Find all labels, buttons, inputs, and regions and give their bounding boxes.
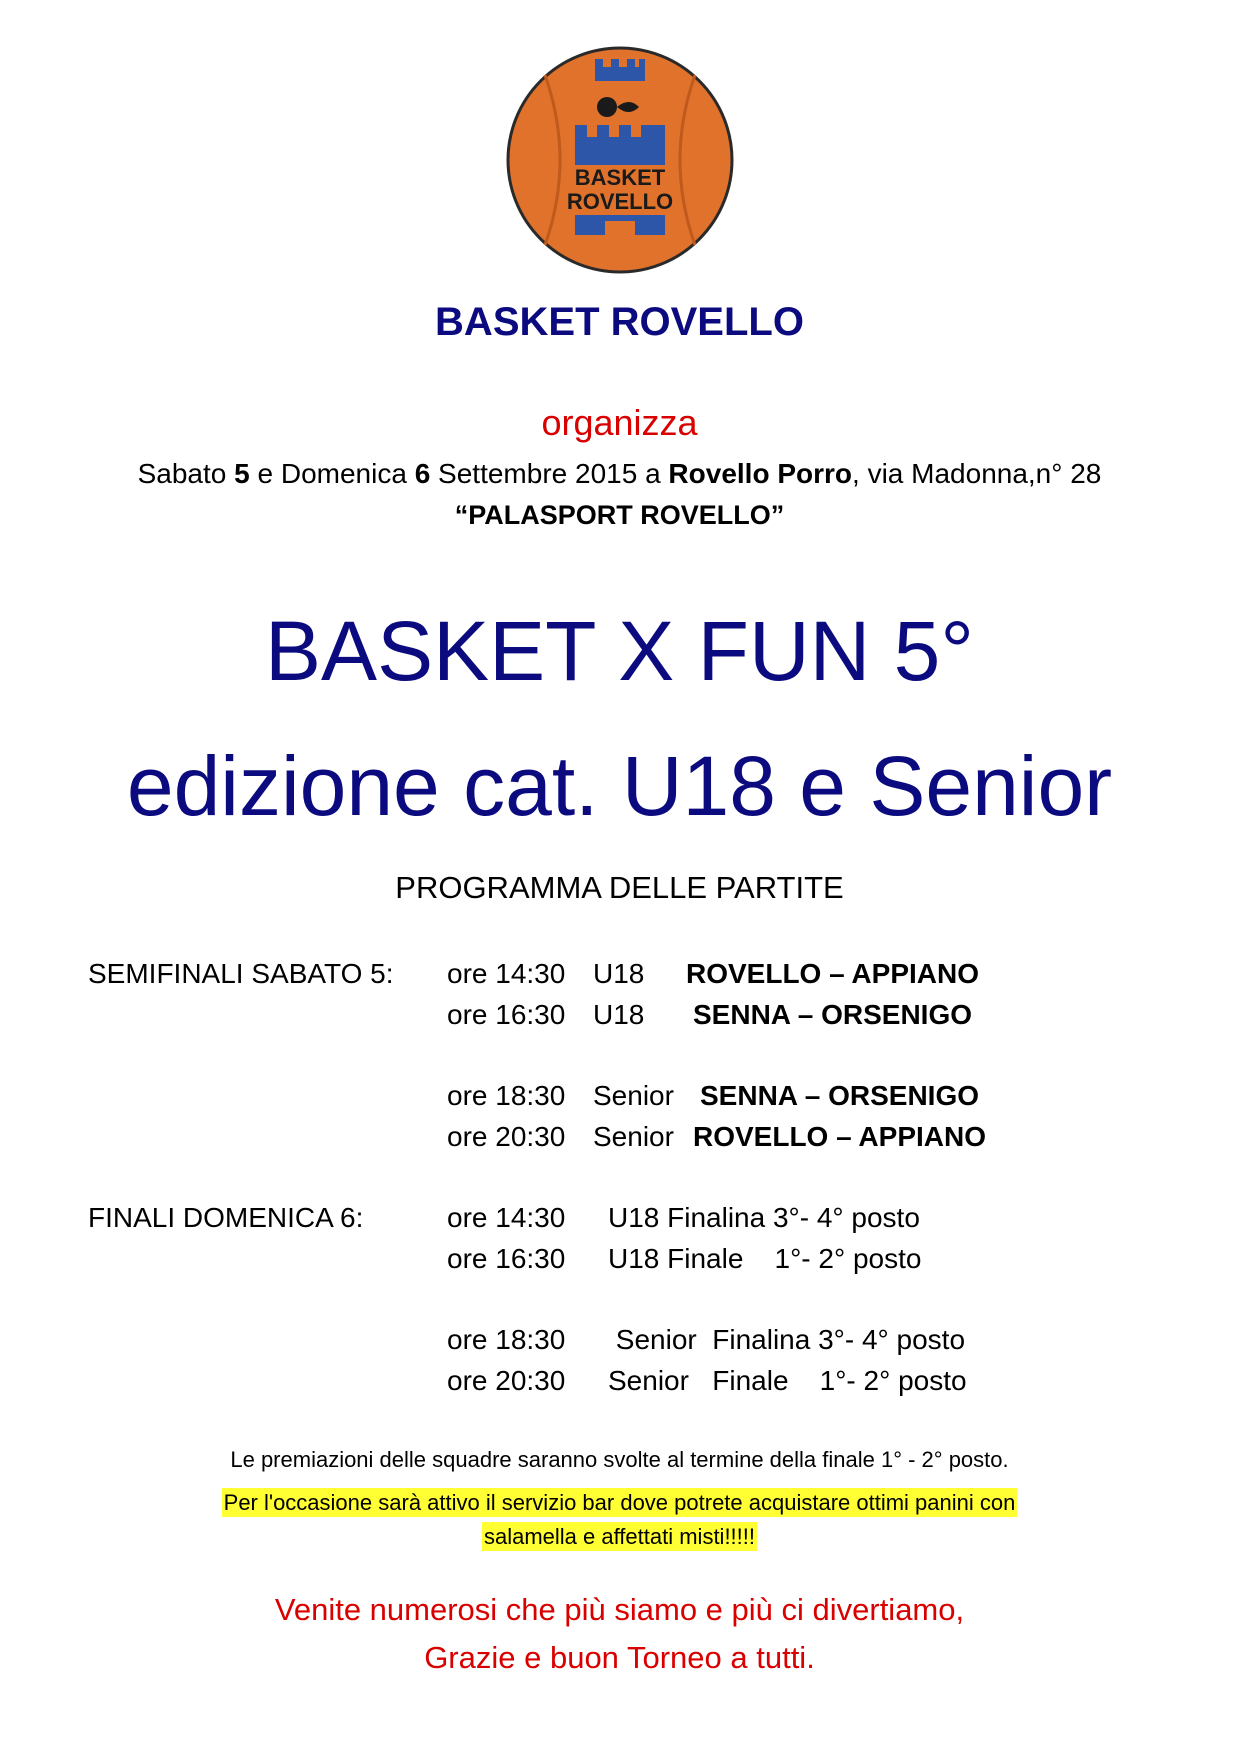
match-teams: ROVELLO – APPIANO <box>686 958 980 989</box>
match-time: ore 20:30 <box>447 1365 566 1396</box>
bar-note-line1: Per l'occasione sarà attivo il servizio bar dove potrete acquistare ottimi panini con <box>223 1490 1016 1515</box>
headline-line2: edizione cat. U18 e Senior <box>126 739 1113 833</box>
match-category: Senior <box>593 1121 674 1152</box>
match-teams: SENNA – ORSENIGO <box>700 1080 980 1111</box>
programma-title: PROGRAMMA DELLE PARTITE <box>395 870 844 905</box>
semifinali-label: SEMIFINALI SABATO 5: <box>88 958 394 989</box>
headline-line1: BASKET X FUN 5° <box>265 604 974 698</box>
match-description: U18 Finale 1°- 2° posto <box>608 1243 922 1274</box>
organizza-label: organizza <box>541 402 698 443</box>
event-dateline: Sabato 5 e Domenica 6 Settembre 2015 a Rovello Porro, via Madonna,n° 28 <box>137 458 1102 489</box>
closing-line1: Venite numerosi che più siamo e più ci divertiamo, <box>274 1592 965 1627</box>
match-description: Senior Finalina 3°- 4° posto <box>608 1324 966 1355</box>
match-category: U18 <box>593 958 645 989</box>
match-time: ore 16:30 <box>447 999 566 1030</box>
match-time: ore 14:30 <box>447 1202 566 1233</box>
match-description: U18 Finalina 3°- 4° posto <box>608 1202 920 1233</box>
logo-text-rovello: ROVELLO <box>566 189 674 214</box>
match-teams: SENNA – ORSENIGO <box>693 999 973 1030</box>
match-time: ore 16:30 <box>447 1243 566 1274</box>
match-time: ore 14:30 <box>447 958 566 989</box>
premiazioni-note: Le premiazioni delle squadre saranno svolte al termine della finale 1° - 2° posto. <box>230 1447 1009 1472</box>
logo-text-basket: BASKET <box>574 165 666 190</box>
match-description: Senior Finale 1°- 2° posto <box>608 1365 967 1396</box>
venue-name: “PALASPORT ROVELLO” <box>454 500 785 530</box>
match-time: ore 18:30 <box>447 1080 566 1111</box>
bar-note-line2: salamella e affettati misti!!!!! <box>483 1524 756 1549</box>
bar-service-note <box>0 1486 1239 1554</box>
match-time: ore 20:30 <box>447 1121 566 1152</box>
match-teams: ROVELLO – APPIANO <box>693 1121 987 1152</box>
match-time: ore 18:30 <box>447 1324 566 1355</box>
basket-rovello-logo <box>505 45 735 275</box>
match-category: U18 <box>593 999 645 1030</box>
match-category: Senior <box>593 1080 674 1111</box>
club-name: BASKET ROVELLO <box>435 300 804 344</box>
closing-line2: Grazie e buon Torneo a tutti. <box>424 1640 815 1675</box>
finali-label: FINALI DOMENICA 6: <box>88 1202 364 1233</box>
